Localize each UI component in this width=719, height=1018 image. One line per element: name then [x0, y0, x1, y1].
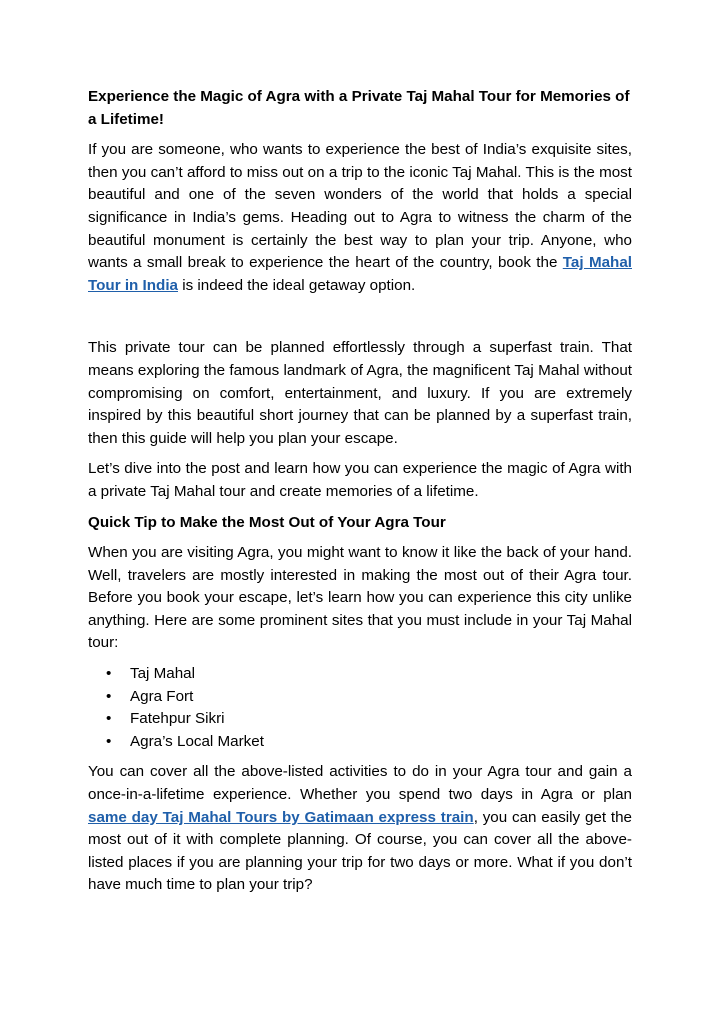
- gatimaan-express-link[interactable]: same day Taj Mahal Tours by Gatimaan express train: [88, 808, 474, 826]
- list-item-label: Fatehpur Sikri: [130, 710, 225, 728]
- list-item: [106, 663, 632, 686]
- sites-list: [88, 663, 632, 753]
- list-item-label: Agra’s Local Market: [130, 732, 264, 750]
- dive-paragraph: Let’s dive into the post and learn how you can experience the magic of Agra with a private Taj Mahal tour and create memories of a lifetime.: [88, 460, 632, 500]
- closing-paragraph: [88, 761, 632, 897]
- train-paragraph: This private tour can be planned effortlessly through a superfast train. That means exploring the famous landmark of Agra, the magnificent Taj Mahal without compromising on comfort, entertainment, and luxury. If you are extremely inspired by this beautiful short journey that can be planned by a superfast train, then this guide will help you plan your escape.: [88, 339, 632, 447]
- list-item: [106, 731, 632, 754]
- taj-mahal-tour-india-link[interactable]: Taj Mahal Tour in India: [88, 254, 632, 294]
- list-item-label: Taj Mahal: [130, 665, 195, 683]
- bullet-icon: •: [106, 665, 112, 683]
- intro-paragraph: [88, 139, 632, 297]
- list-item: [106, 686, 632, 709]
- intro-text-end: is indeed the ideal getaway option.: [178, 276, 416, 294]
- visiting-paragraph: When you are visiting Agra, you might want to know it like the back of your hand. Well, travelers are mostly interested in making the most out of their Agra tour. Before you book your escape, let’s learn how you can experience this city unlike anything. Here are some prominent sites that you must include in your Taj Mahal tour:: [88, 544, 632, 652]
- bullet-icon: •: [106, 710, 112, 728]
- list-item-label: Agra Fort: [130, 687, 194, 705]
- bullet-icon: •: [106, 732, 112, 750]
- intro-text-start: If you are someone, who wants to experience the best of India’s exquisite sites, then you can’t afford to miss out on a trip to the iconic Taj Mahal. This is the most beautiful and one of the seven wonders of the world that holds a special significance in India’s gems. Heading out to Agra to witness the charm of the beautiful monument is certainly the best way to plan your trip. Anyone, who wants a small break to experience the heart of the country, book the: [88, 141, 632, 272]
- closing-text-end: , you can easily get the most out of it with complete planning. Of course, you can cover all the above-listed places if you are planning your trip for two days or more. What if you don’t have much time to plan your trip?: [88, 808, 632, 894]
- list-item: [106, 708, 632, 731]
- article-title: Experience the Magic of Agra with a Private Taj Mahal Tour for Memories of a Lifetime!: [88, 88, 630, 128]
- tip-heading: Quick Tip to Make the Most Out of Your Agra Tour: [88, 513, 446, 531]
- bullet-icon: •: [106, 687, 112, 705]
- document-page: [88, 86, 632, 905]
- closing-text-start: You can cover all the above-listed activities to do in your Agra tour and gain a once-in-a-lifetime experience. Whether you spend two days in Agra or plan: [88, 763, 632, 804]
